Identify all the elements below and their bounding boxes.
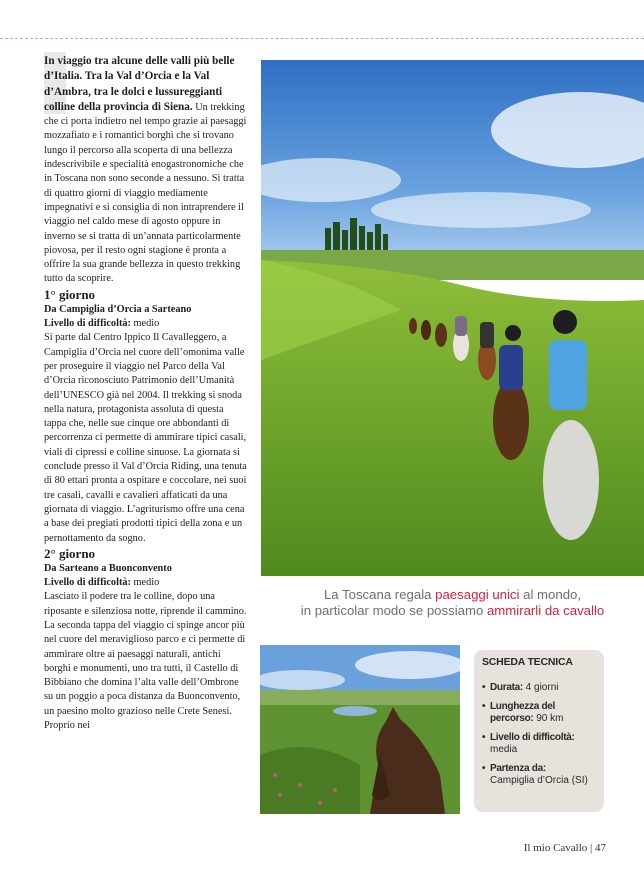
caption-text-1b: al mondo,: [519, 587, 582, 602]
intro-text: Un trekking che ci porta indietro nel tempo grazie ai paesaggi mozzafiato e i romantici borghi che si trovano lungo il percorso alla scoperta di una bellezza indescrivibile e specialità enogastronomiche che in Toscana non sono seconde a nessuno. Si tratta di quattro giorni di viaggio mediamente impegnativi e si consiglia di non intraprendere il viaggio nel caldo mese di agosto oppure in inverno se si tratta di un’annata particolarmente piovosa, per il resto ogni stagione è pronta a offrire la sua grande bellezza in questo trekking tutto da scoprire.: [44, 101, 247, 285]
scheda-item-livello: [482, 732, 600, 757]
day1-difficulty-value: medio: [130, 318, 160, 330]
day1-heading: 1° giorno: [44, 286, 96, 302]
scheda-value: media: [490, 744, 518, 755]
day2-difficulty-label: Livello di difficoltà:: [44, 577, 131, 589]
scheda-title: SCHEDA TECNICA: [482, 656, 573, 668]
scheda-list: [474, 682, 604, 788]
scheda-item-partenza: [482, 763, 600, 788]
riders-photo-illustration: [261, 60, 644, 576]
intro-paragraph: [44, 54, 248, 287]
photo-caption: [261, 587, 644, 619]
day2-difficulty: [44, 576, 248, 590]
scheda-item-lunghezza: [482, 701, 600, 726]
scheda-key: Livello di difficoltà:: [490, 731, 575, 743]
horse-photo-illustration: [260, 645, 460, 814]
day1-body: Si parte dal Centro Ippico Il Cavalleggero, a Campiglia d’Orcia nel cuore dell’omonima valle per proseguire il viaggio nel Parco della Val d’Orcia riconosciuto Patrimonio dell’Umanità dell’UNESCO già nel 2004. Il trekking si snoda nella natura, protagonista assoluta di questa tappa che, nelle sue cinque ore abbondanti di percorrenza ci permette di ammirare tipici casali, viali di cipressi e colline sinuose. La giornata si conclude presso il Val d’Orcia Riding, una tenuta di 80 ettari pronta a ospitare e coccolare, nei suoi tre casali, cavalli e cavalieri affaticati da una giornata di viaggio. L’agriturismo offre una cena a base dei pregiati prodotti tipici della zona e un pernottamento da sogno.: [44, 332, 247, 544]
caption-text-1a: La Toscana regala: [323, 587, 436, 602]
caption-highlight-2: ammirarli da cavallo: [486, 603, 605, 618]
day2-route: Da Sarteano a Buonconvento: [44, 562, 172, 574]
scheda-value: 90 km: [533, 713, 564, 724]
day2-body: Lasciato il podere tra le colline, dopo una riposante e silenziosa notte, riprende il cammino. La seconda tappa del viaggio ci spinge ancor più nel cuore del meraviglioso parco e ci permette di ammirare oltre ai paesaggi naturali, antichi borghi e monumenti, uno tra tutti, il Castello di Bibbiano che domina l’alta valle dell’Ombrone su un poggio a poca distanza da Buonconvento, un paesino molto grazioso nelle Crete Senesi. Proprio nei: [44, 591, 247, 732]
day1-route: Da Campiglia d’Orcia a Sarteano: [44, 303, 192, 315]
scheda-key: Partenza da:: [490, 762, 546, 774]
caption-line-2: [261, 603, 644, 619]
scheda-tecnica-box: [474, 650, 604, 812]
scheda-item-durata: [482, 682, 600, 695]
horse-photo: [260, 645, 460, 814]
article-column: [44, 54, 248, 733]
scheda-value: Campiglia d’Orcia (SI): [490, 775, 588, 786]
page-footer: Il mio Cavallo | 47: [523, 842, 606, 854]
day2-heading: 2° giorno: [44, 545, 96, 561]
intro-lead: In viaggio tra alcune delle valli più belle d’Italia. Tra la Val d’Orcia e la Val d’Ambra, tra le dolci e lussureggianti colline della provincia di Siena.: [44, 55, 235, 113]
scheda-key: Lunghezza del percorso:: [490, 700, 555, 724]
top-divider: [0, 38, 644, 39]
day2-difficulty-value: medio: [130, 577, 160, 589]
day1-difficulty-label: Livello di difficoltà:: [44, 318, 131, 330]
scheda-value: 4 giorni: [522, 682, 559, 693]
day1-difficulty: [44, 317, 248, 331]
scheda-key: Durata:: [490, 682, 523, 693]
caption-line-1: [261, 587, 644, 603]
caption-highlight-1: paesaggi unici: [435, 587, 520, 602]
caption-text-2a: in particolar modo se possiamo: [300, 603, 487, 618]
riders-photo: [261, 60, 644, 576]
